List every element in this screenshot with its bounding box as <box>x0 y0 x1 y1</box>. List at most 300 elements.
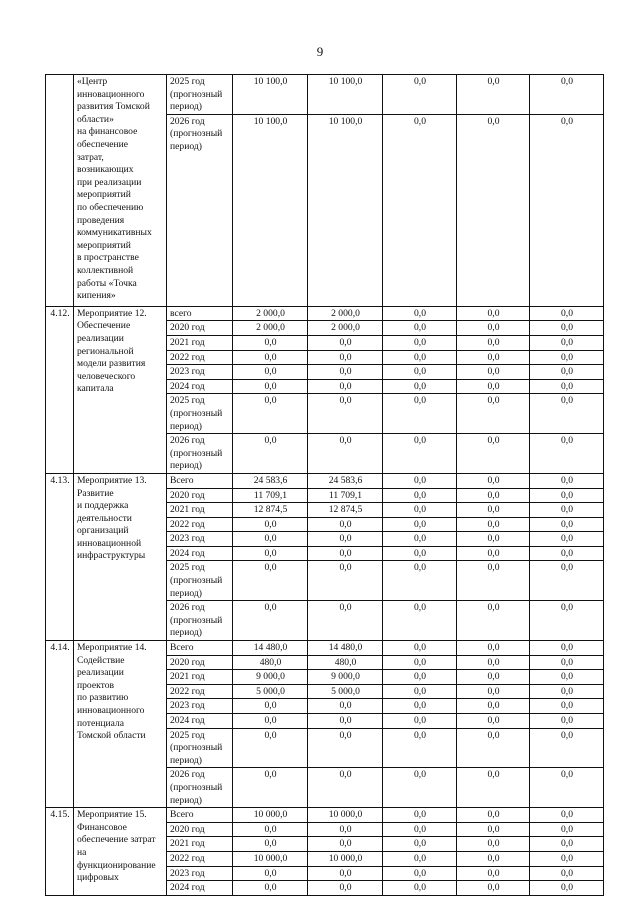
period-line: 2026 год <box>170 769 205 781</box>
value-cell: 0,0 <box>530 670 604 685</box>
period-line: период) <box>170 101 202 113</box>
value-cell: 0,0 <box>530 306 604 321</box>
value-cell: 9 000,0 <box>308 670 383 685</box>
section-name-line: человеческого <box>77 370 136 382</box>
section-name-line: мероприятий <box>77 189 131 201</box>
value-cell: 0,0 <box>530 473 604 488</box>
value-cell: 0,0 <box>308 546 383 561</box>
section-name-line: затрат, <box>77 151 104 163</box>
budget-table-body <box>46 75 604 896</box>
value-cell: 12 874,5 <box>308 503 383 518</box>
value-cell: 0,0 <box>383 822 457 837</box>
value-cell: 0,0 <box>233 601 308 641</box>
value-cell: 0,0 <box>308 728 383 768</box>
value-cell: 0,0 <box>457 321 530 336</box>
value-cell: 10 000,0 <box>233 808 308 823</box>
value-cell: 0,0 <box>530 641 604 656</box>
value-cell: 0,0 <box>530 728 604 768</box>
section-name-line: обеспечение <box>77 138 129 150</box>
value-cell: 10 100,0 <box>233 75 308 115</box>
period-cell <box>167 561 233 601</box>
value-cell: 0,0 <box>457 601 530 641</box>
value-cell: 0,0 <box>308 881 383 896</box>
section-name-line: коллективной <box>77 264 134 276</box>
value-cell: 0,0 <box>530 768 604 808</box>
value-cell: 0,0 <box>383 546 457 561</box>
period-line: 2023 год <box>170 366 205 378</box>
value-cell: 0,0 <box>530 517 604 532</box>
value-cell: 0,0 <box>457 837 530 852</box>
period-cell <box>167 350 233 365</box>
value-cell: 0,0 <box>383 768 457 808</box>
value-cell: 0,0 <box>308 379 383 394</box>
value-cell: 0,0 <box>308 714 383 729</box>
value-cell: 0,0 <box>233 561 308 601</box>
value-cell: 0,0 <box>457 808 530 823</box>
value-cell: 0,0 <box>233 837 308 852</box>
value-cell: 0,0 <box>457 561 530 601</box>
value-cell: 0,0 <box>383 114 457 306</box>
value-cell: 0,0 <box>530 714 604 729</box>
section-name-line: инновационного <box>77 705 145 716</box>
value-cell: 0,0 <box>383 881 457 896</box>
section-number: 4.13. <box>46 473 74 640</box>
period-line: (прогнозный <box>170 575 223 587</box>
period-cell <box>167 473 233 488</box>
period-line: период) <box>170 587 202 599</box>
value-cell: 0,0 <box>457 473 530 488</box>
value-cell: 0,0 <box>457 655 530 670</box>
period-line: 2021 год <box>170 336 205 348</box>
value-cell: 0,0 <box>233 866 308 881</box>
period-cell <box>167 306 233 321</box>
period-cell <box>167 822 233 837</box>
section-name-line: и поддержка <box>77 500 129 512</box>
value-cell: 0,0 <box>457 306 530 321</box>
table-row <box>46 473 604 488</box>
value-cell: 0,0 <box>530 808 604 823</box>
value-cell: 0,0 <box>383 473 457 488</box>
period-line: 2026 год <box>170 115 205 127</box>
section-name-line: капитала <box>77 383 114 395</box>
period-line: 2022 год <box>170 685 205 697</box>
value-cell: 0,0 <box>308 699 383 714</box>
section-number: 4.15. <box>46 808 74 896</box>
value-cell: 10 100,0 <box>308 114 383 306</box>
value-cell: 0,0 <box>530 699 604 714</box>
value-cell: 11 709,1 <box>233 488 308 503</box>
period-line: 2024 год <box>170 715 205 726</box>
period-cell <box>167 837 233 852</box>
value-cell: 0,0 <box>530 866 604 881</box>
value-cell: 0,0 <box>530 851 604 866</box>
period-cell <box>167 699 233 714</box>
value-cell: 0,0 <box>530 684 604 699</box>
value-cell: 0,0 <box>383 517 457 532</box>
period-cell <box>167 851 233 866</box>
period-cell <box>167 684 233 699</box>
section-name-line: области» <box>77 113 114 125</box>
section-name-line: деятельности <box>77 512 132 524</box>
section-name-line: на финансовое <box>77 126 138 138</box>
value-cell: 0,0 <box>308 532 383 547</box>
value-cell: 0,0 <box>308 601 383 641</box>
section-name-line: проведения <box>77 214 125 226</box>
period-line: 2024 год <box>170 882 205 894</box>
value-cell: 0,0 <box>383 851 457 866</box>
value-cell: 0,0 <box>308 866 383 881</box>
period-line: Всего <box>170 809 194 821</box>
value-cell: 0,0 <box>457 699 530 714</box>
value-cell: 0,0 <box>383 670 457 685</box>
section-name-line: Мероприятие 15. <box>77 809 147 821</box>
period-cell <box>167 394 233 434</box>
period-line: 2023 год <box>170 533 205 545</box>
value-cell: 0,0 <box>457 350 530 365</box>
section-number: 4.14. <box>46 641 74 808</box>
value-cell: 0,0 <box>383 350 457 365</box>
section-name-line: при реализации <box>77 176 142 188</box>
period-cell <box>167 75 233 115</box>
section-name-line: работы «Точка <box>77 277 137 289</box>
value-cell: 0,0 <box>530 532 604 547</box>
value-cell: 0,0 <box>457 866 530 881</box>
period-line: 2021 год <box>170 838 205 850</box>
value-cell: 0,0 <box>308 335 383 350</box>
value-cell: 0,0 <box>383 379 457 394</box>
period-line: период) <box>170 140 202 152</box>
section-name-line: возникающих <box>77 164 134 176</box>
section-name-line: инновационной <box>77 537 142 549</box>
section-name-line: Мероприятие 14. <box>77 642 147 654</box>
value-cell: 2 000,0 <box>308 321 383 336</box>
period-line: (прогнозный <box>170 128 223 140</box>
value-cell: 0,0 <box>383 641 457 656</box>
value-cell: 480,0 <box>308 655 383 670</box>
value-cell: 0,0 <box>457 670 530 685</box>
value-cell: 0,0 <box>383 321 457 336</box>
value-cell: 14 480,0 <box>233 641 308 656</box>
section-name-line: Мероприятие 12. <box>77 307 147 319</box>
period-cell <box>167 714 233 729</box>
period-cell <box>167 655 233 670</box>
value-cell: 0,0 <box>530 601 604 641</box>
value-cell: 0,0 <box>383 434 457 474</box>
section-number: 4.12. <box>46 306 74 473</box>
value-cell: 0,0 <box>308 365 383 380</box>
value-cell: 0,0 <box>383 866 457 881</box>
value-cell: 0,0 <box>457 488 530 503</box>
value-cell: 0,0 <box>530 837 604 852</box>
period-line: 2022 год <box>170 852 205 864</box>
period-line: период) <box>170 460 202 472</box>
value-cell: 0,0 <box>383 561 457 601</box>
value-cell: 0,0 <box>457 503 530 518</box>
period-cell <box>167 670 233 685</box>
value-cell: 0,0 <box>383 503 457 518</box>
value-cell: 0,0 <box>308 394 383 434</box>
value-cell: 0,0 <box>457 822 530 837</box>
value-cell: 0,0 <box>383 684 457 699</box>
value-cell: 0,0 <box>383 335 457 350</box>
table-row <box>46 75 604 115</box>
value-cell: 0,0 <box>457 881 530 896</box>
value-cell: 0,0 <box>457 379 530 394</box>
value-cell: 0,0 <box>233 434 308 474</box>
value-cell: 0,0 <box>233 394 308 434</box>
value-cell: 0,0 <box>530 434 604 474</box>
value-cell: 0,0 <box>457 532 530 547</box>
period-cell <box>167 503 233 518</box>
period-cell <box>167 488 233 503</box>
section-name-line: проектов <box>77 679 115 691</box>
value-cell: 0,0 <box>530 503 604 518</box>
period-line: 2020 год <box>170 823 205 835</box>
value-cell: 0,0 <box>233 822 308 837</box>
section-number <box>46 75 74 307</box>
section-name <box>74 306 167 473</box>
value-cell: 24 583,6 <box>308 473 383 488</box>
section-name-line: в пространстве <box>77 252 139 264</box>
section-name-line: на <box>77 846 87 858</box>
value-cell: 5 000,0 <box>308 684 383 699</box>
value-cell: 0,0 <box>383 306 457 321</box>
value-cell: 0,0 <box>383 601 457 641</box>
section-name-line: мероприятий <box>77 239 131 251</box>
value-cell: 0,0 <box>530 561 604 601</box>
value-cell: 0,0 <box>530 655 604 670</box>
value-cell: 11 709,1 <box>308 488 383 503</box>
value-cell: 0,0 <box>457 728 530 768</box>
value-cell: 0,0 <box>233 532 308 547</box>
period-line: 2025 год <box>170 562 205 574</box>
period-line: 2025 год <box>170 395 205 407</box>
section-name-line: Обеспечение <box>77 320 131 332</box>
value-cell: 0,0 <box>457 114 530 306</box>
period-cell <box>167 768 233 808</box>
table-row <box>46 808 604 823</box>
value-cell: 0,0 <box>308 768 383 808</box>
period-line: 2022 год <box>170 518 205 530</box>
period-line: 2025 год <box>170 729 205 741</box>
period-cell <box>167 114 233 306</box>
section-name-line: потенциала <box>77 717 125 729</box>
period-line: 2023 год <box>170 867 205 879</box>
period-line: 2025 год <box>170 76 205 87</box>
section-name-line: Мероприятие 13. <box>77 474 147 486</box>
section-name <box>74 808 167 896</box>
value-cell: 0,0 <box>308 517 383 532</box>
page-number: 9 <box>316 44 324 59</box>
section-name-line: развития Томской <box>77 101 150 113</box>
period-line: 2022 год <box>170 351 205 363</box>
value-cell: 0,0 <box>530 881 604 896</box>
period-line: 2024 год <box>170 547 205 559</box>
section-name-line: цифровых <box>77 872 119 884</box>
value-cell: 0,0 <box>233 350 308 365</box>
section-name-line: по обеспечению <box>77 201 144 213</box>
value-cell: 0,0 <box>530 75 604 115</box>
value-cell: 0,0 <box>457 768 530 808</box>
value-cell: 0,0 <box>383 394 457 434</box>
value-cell: 0,0 <box>308 837 383 852</box>
section-name-line: Томской области <box>77 730 146 742</box>
period-line: 2024 год <box>170 380 205 392</box>
period-line: Всего <box>170 642 194 654</box>
period-line: 2020 год <box>170 656 205 668</box>
period-cell <box>167 434 233 474</box>
value-cell: 0,0 <box>530 822 604 837</box>
period-line: (прогнозный <box>170 614 223 626</box>
value-cell: 0,0 <box>308 822 383 837</box>
section-name-line: функционирование <box>77 859 156 871</box>
period-cell <box>167 365 233 380</box>
section-name-line: организаций <box>77 525 129 537</box>
section-name-line: региональной <box>77 345 134 357</box>
value-cell: 0,0 <box>383 699 457 714</box>
value-cell: 0,0 <box>233 517 308 532</box>
value-cell: 0,0 <box>530 350 604 365</box>
value-cell: 0,0 <box>308 561 383 601</box>
period-line: (прогнозный <box>170 407 223 419</box>
section-name <box>74 75 167 307</box>
value-cell: 14 480,0 <box>308 641 383 656</box>
value-cell: 0,0 <box>383 75 457 115</box>
value-cell: 10 000,0 <box>308 808 383 823</box>
period-cell <box>167 546 233 561</box>
period-line: период) <box>170 794 202 806</box>
value-cell: 0,0 <box>308 350 383 365</box>
period-line: 2020 год <box>170 322 205 334</box>
period-line: (прогнозный <box>170 781 223 793</box>
section-name-line: реализации <box>77 667 124 679</box>
value-cell: 0,0 <box>383 365 457 380</box>
value-cell: 2 000,0 <box>233 306 308 321</box>
value-cell: 0,0 <box>530 335 604 350</box>
table-row <box>46 306 604 321</box>
value-cell: 0,0 <box>233 714 308 729</box>
value-cell: 24 583,6 <box>233 473 308 488</box>
period-line: 2026 год <box>170 435 205 447</box>
value-cell: 0,0 <box>233 728 308 768</box>
period-cell <box>167 379 233 394</box>
value-cell: 0,0 <box>457 684 530 699</box>
value-cell: 0,0 <box>233 881 308 896</box>
value-cell: 0,0 <box>383 655 457 670</box>
section-name <box>74 473 167 640</box>
period-line: 2026 год <box>170 602 205 614</box>
period-line: 2021 год <box>170 504 205 516</box>
value-cell: 0,0 <box>233 335 308 350</box>
value-cell: 5 000,0 <box>233 684 308 699</box>
value-cell: 0,0 <box>457 546 530 561</box>
value-cell: 0,0 <box>233 365 308 380</box>
period-line: (прогнозный <box>170 88 223 100</box>
value-cell: 2 000,0 <box>308 306 383 321</box>
value-cell: 9 000,0 <box>233 670 308 685</box>
value-cell: 0,0 <box>457 641 530 656</box>
table-row <box>46 641 604 656</box>
value-cell: 2 000,0 <box>233 321 308 336</box>
period-cell <box>167 532 233 547</box>
period-line: период) <box>170 420 202 432</box>
section-name-line: Содействие <box>77 654 125 666</box>
value-cell: 0,0 <box>383 808 457 823</box>
period-line: (прогнозный <box>170 447 223 459</box>
value-cell: 0,0 <box>233 546 308 561</box>
value-cell: 10 000,0 <box>233 851 308 866</box>
period-cell <box>167 335 233 350</box>
value-cell: 10 100,0 <box>233 114 308 306</box>
section-name-line: обеспечение затрат <box>77 834 156 846</box>
value-cell: 0,0 <box>457 394 530 434</box>
value-cell: 0,0 <box>457 75 530 115</box>
section-name-line: инновационного <box>77 88 145 100</box>
period-line: Всего <box>170 474 194 486</box>
value-cell: 0,0 <box>233 768 308 808</box>
period-cell <box>167 728 233 768</box>
section-name <box>74 641 167 808</box>
period-cell <box>167 881 233 896</box>
value-cell: 0,0 <box>383 714 457 729</box>
section-name-line: инфраструктуры <box>77 550 146 562</box>
section-name-line: коммуникативных <box>77 227 152 239</box>
period-cell <box>167 866 233 881</box>
period-cell <box>167 641 233 656</box>
period-line: всего <box>170 307 192 319</box>
value-cell: 10 100,0 <box>308 75 383 115</box>
period-cell <box>167 808 233 823</box>
value-cell: 0,0 <box>457 335 530 350</box>
value-cell: 0,0 <box>233 699 308 714</box>
value-cell: 12 874,5 <box>233 503 308 518</box>
section-name-line: по развитию <box>77 692 129 704</box>
value-cell: 0,0 <box>457 714 530 729</box>
value-cell: 0,0 <box>383 488 457 503</box>
value-cell: 0,0 <box>530 394 604 434</box>
period-cell <box>167 321 233 336</box>
value-cell: 0,0 <box>530 488 604 503</box>
period-line: период) <box>170 754 202 766</box>
value-cell: 10 000,0 <box>308 851 383 866</box>
value-cell: 0,0 <box>530 546 604 561</box>
value-cell: 0,0 <box>530 321 604 336</box>
period-line: 2023 год <box>170 700 205 712</box>
section-name-line: реализации <box>77 332 124 344</box>
value-cell: 0,0 <box>383 532 457 547</box>
period-line: (прогнозный <box>170 742 223 754</box>
value-cell: 0,0 <box>383 728 457 768</box>
value-cell: 0,0 <box>457 365 530 380</box>
period-line: 2020 год <box>170 489 205 501</box>
period-line: 2021 год <box>170 671 205 683</box>
section-name-line: Развитие <box>77 487 114 499</box>
period-line: период) <box>170 627 202 639</box>
value-cell: 480,0 <box>233 655 308 670</box>
period-cell <box>167 517 233 532</box>
budget-table <box>45 74 604 896</box>
section-name-line: кипения» <box>77 290 116 302</box>
value-cell: 0,0 <box>457 434 530 474</box>
value-cell: 0,0 <box>530 365 604 380</box>
value-cell: 0,0 <box>457 851 530 866</box>
value-cell: 0,0 <box>308 434 383 474</box>
value-cell: 0,0 <box>530 114 604 306</box>
section-name-line: Финансовое <box>77 821 127 833</box>
section-name-line: «Центр <box>77 76 108 87</box>
value-cell: 0,0 <box>457 517 530 532</box>
section-name-line: модели развития <box>77 358 146 370</box>
